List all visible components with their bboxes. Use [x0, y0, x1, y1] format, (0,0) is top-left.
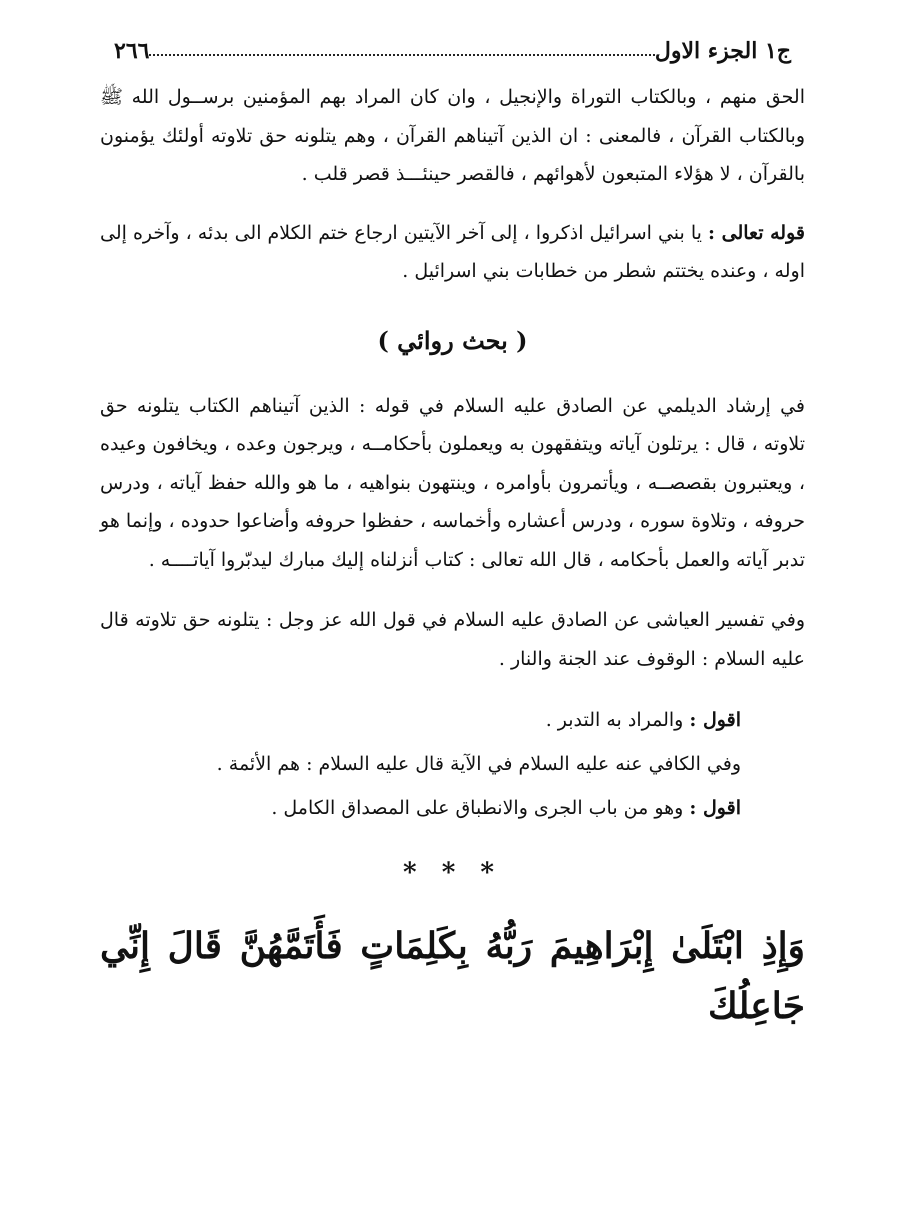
comment-lead: اقول :	[689, 797, 741, 819]
comment-body: وهو من باب الجرى والانطباق على المصداق الكامل .	[271, 797, 690, 819]
header-dotted-rule	[149, 54, 654, 56]
commentary-paragraph: الحق منهم ، وبالكتاب التوراة والإنجيل ، وان كان المراد بهم المؤمنين برســول الله ﷺ وبالكتاب القرآن ، فالمعنى : ان الذين آتيناهم القرآن ، وهم يتلونه حق تلاوته أولئك يؤمنون بالقرآن ، لا هؤلاء المتبعون لأهوائهم ، فالقصر حينئـــذ قصر قلب .	[100, 86, 805, 185]
page-number: ٢٦٦	[114, 38, 150, 64]
page-header	[100, 30, 805, 72]
comment-line-1	[100, 698, 805, 742]
commentary-paragraph-2	[100, 214, 805, 291]
section-heading: ( بحث روائي )	[377, 325, 528, 355]
running-title: ج١ الجزء الاول	[654, 38, 791, 64]
paragraph-lead: قوله تعالى :	[708, 221, 805, 244]
comment-lead: اقول :	[689, 709, 741, 731]
comment-line-3	[100, 786, 805, 830]
section-separator: * * *	[403, 858, 502, 888]
paragraph-body: يا بني اسرائيل اذكروا ، إلى آخر الآيتين ارجاع ختم الكلام الى بدئه ، وآخره إلى اوله ، وعنده يختتم شطر من خطابات بني اسرائيل .	[100, 221, 805, 282]
quran-verse: وَإِذِ ابْتَلَىٰ إِبْرَاهِيمَ رَبُّهُ بِكَلِمَاتٍ فَأَتَمَّهُنَّ قَالَ إِنِّي جَاعِلُكَ	[100, 925, 805, 1027]
comment-line-2: وفي الكافي عنه عليه السلام في الآية قال عليه السلام : هم الأئمة .	[216, 753, 741, 775]
comments-block	[100, 698, 805, 830]
page	[100, 30, 805, 1036]
narration-paragraph-1: في إرشاد الديلمي عن الصادق عليه السلام في قوله : الذين آتيناهم الكتاب يتلونه حق تلاوته ، قال : يرتلون آياته ويتفقهون به ويعملون بأحكامــه ، ويرجون وعده ، ويخافون وعيده ، ويعتبرون بقصصــه ، ويأتمرون بأوامره ، وينتهون بنواهيه ، ما هو والله حفظ آياته ، ودرس حروفه ، وتلاوة سوره ، ودرس أعشاره وأخماسه ، حفظوا حروفه وأضاعوا حدوده ، وإنما هو تدبر آياته والعمل بأحكامه ، قال الله تعالى : كتاب أنزلناه إليك مبارك ليدبّروا آياتــــه .	[100, 394, 805, 571]
narration-paragraph-2: وفي تفسير العياشى عن الصادق عليه السلام في قول الله عز وجل : يتلونه حق تلاوته قال عليه السلام : الوقوف عند الجنة والنار .	[100, 609, 805, 670]
comment-body: والمراد به التدبر .	[545, 709, 690, 731]
